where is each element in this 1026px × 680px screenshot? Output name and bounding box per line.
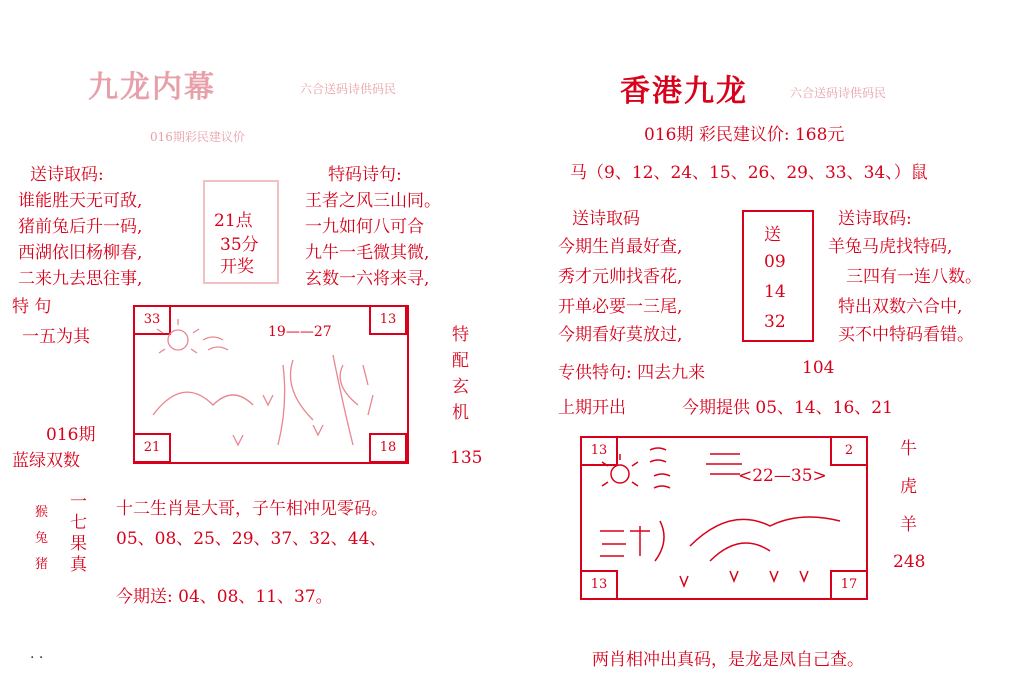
right-poem-label-right: 送诗取码: [838, 209, 912, 229]
left-right-vertical [452, 322, 469, 426]
right-send-box-line: 送 [764, 225, 781, 245]
right-subtitle: 六合送码诗供码民 [790, 86, 887, 100]
left-send-line: 今期送: 04、08、11、37。 [116, 587, 333, 607]
left-special-sentence-label: 特 句 [12, 297, 52, 317]
left-zodiac-big-char: 一 [70, 492, 87, 512]
left-title: 九龙内幕 [88, 70, 216, 105]
right-poem-right-line: 三四有一连八数。 [846, 267, 982, 287]
left-numbers-line: 05、08、25、29、37、32、44、 [116, 529, 387, 549]
right-sketch-drawing [580, 436, 868, 600]
left-zodiac-big-char: 七 [70, 513, 87, 533]
left-faded-line: 016期彩民建议价 [150, 130, 245, 144]
right-vertical [900, 430, 917, 544]
left-right-vertical-char: 机 [452, 403, 469, 423]
right-title: 香港九龙 [620, 74, 748, 109]
left-poem-label: 送诗取码: [30, 165, 104, 185]
left-poem-line: 西湖依旧杨柳春, [18, 243, 143, 263]
left-special-line: 玄数一六将来寻, [305, 269, 430, 289]
right-send-box-line: 32 [764, 312, 786, 332]
right-special-number: 104 [802, 358, 835, 378]
right-sketch-mark: <22—35> [738, 466, 827, 486]
right-poem-left-line: 秀才元帅找香花, [558, 267, 683, 287]
left-center-line: 21点 [214, 211, 253, 231]
right-poem-right-line: 羊兔马虎找特码, [828, 237, 953, 257]
left-sketch-mark: 19——27 [268, 324, 332, 340]
left-blue-green: 蓝绿双数 [12, 451, 80, 471]
right-sketch-corner-br: 17 [830, 570, 868, 600]
right-vertical-char: 羊 [900, 515, 917, 535]
right-footer: 两肖相冲出真码，是龙是凤自己查。 [592, 650, 864, 670]
left-center-line: 35分 [220, 235, 259, 255]
left-sketch-corner-tl: 33 [133, 305, 171, 335]
right-poem-right-line: 特出双数六合中, [838, 297, 963, 317]
left-zodiac-small-char: 兔 [35, 531, 49, 546]
left-special-line: 王者之风三山同。 [305, 191, 441, 211]
right-special-line: 专供特句: 四去九来 [558, 363, 706, 383]
right-sketch-corner-bl: 13 [580, 570, 618, 600]
left-poem-line: 谁能胜天无可敌, [18, 191, 143, 211]
right-sketch-corner-tl: 13 [580, 436, 618, 466]
left-right-vertical-char: 配 [452, 351, 469, 371]
left-sketch-corner-br: 18 [369, 433, 407, 463]
left-sketch-corner-bl: 21 [133, 433, 171, 463]
right-provide-line: 今期提供 05、14、16、21 [682, 398, 893, 418]
left-sketch-corner-tr: 13 [369, 305, 407, 335]
left-subtitle: 六合送码诗供码民 [300, 82, 397, 96]
left-zodiac-small [35, 500, 48, 578]
right-horse-line: 马（9、12、24、15、26、29、33、34、）鼠 [570, 163, 928, 183]
left-zodiac-small-char: 猪 [35, 557, 49, 572]
left-zodiac-small-char: 猴 [35, 505, 49, 520]
right-poem-left-line: 今期生肖最好查, [558, 237, 683, 257]
left-dots: . . [30, 646, 44, 662]
left-zodiac-big [70, 492, 87, 576]
left-poem-line: 猪前兔后升一码, [18, 217, 143, 237]
left-special-line: 一九如何八可合 [305, 217, 424, 237]
left-zodiac-big-char: 果 [70, 534, 87, 554]
right-vertical-number: 248 [893, 552, 926, 572]
left-special-line: 九牛一毛微其微, [305, 243, 430, 263]
right-poem-label-left: 送诗取码 [572, 209, 640, 229]
right-send-box-line: 09 [764, 252, 786, 272]
left-right-vertical-char: 玄 [452, 377, 469, 397]
right-price-line: 016期 彩民建议价: 168元 [644, 125, 845, 145]
left-sketch-drawing [133, 305, 409, 464]
left-sentence: 十二生肖是大哥，子午相冲见零码。 [116, 499, 388, 519]
right-poem-right-line: 买不中特码看错。 [838, 325, 974, 345]
left-right-vertical-char: 特 [452, 325, 469, 345]
left-phrase: 一五为其 [22, 327, 90, 347]
left-special-label: 特码诗句: [328, 165, 402, 185]
right-sketch-corner-tr: 2 [830, 436, 868, 466]
right-poem-left-line: 开单必要一三尾, [558, 297, 683, 317]
left-center-line: 开奖 [220, 257, 254, 277]
left-zodiac-big-char: 真 [70, 555, 87, 575]
right-poem-left-line: 今期看好莫放过, [558, 325, 683, 345]
left-poem-line: 二来九去思往事, [18, 269, 143, 289]
right-vertical-char: 虎 [900, 477, 917, 497]
right-send-box-line: 14 [764, 282, 786, 302]
right-last-label: 上期开出 [558, 398, 626, 418]
right-vertical-char: 牛 [900, 439, 917, 459]
left-right-number: 135 [450, 448, 483, 468]
left-issue: 016期 [46, 425, 96, 445]
